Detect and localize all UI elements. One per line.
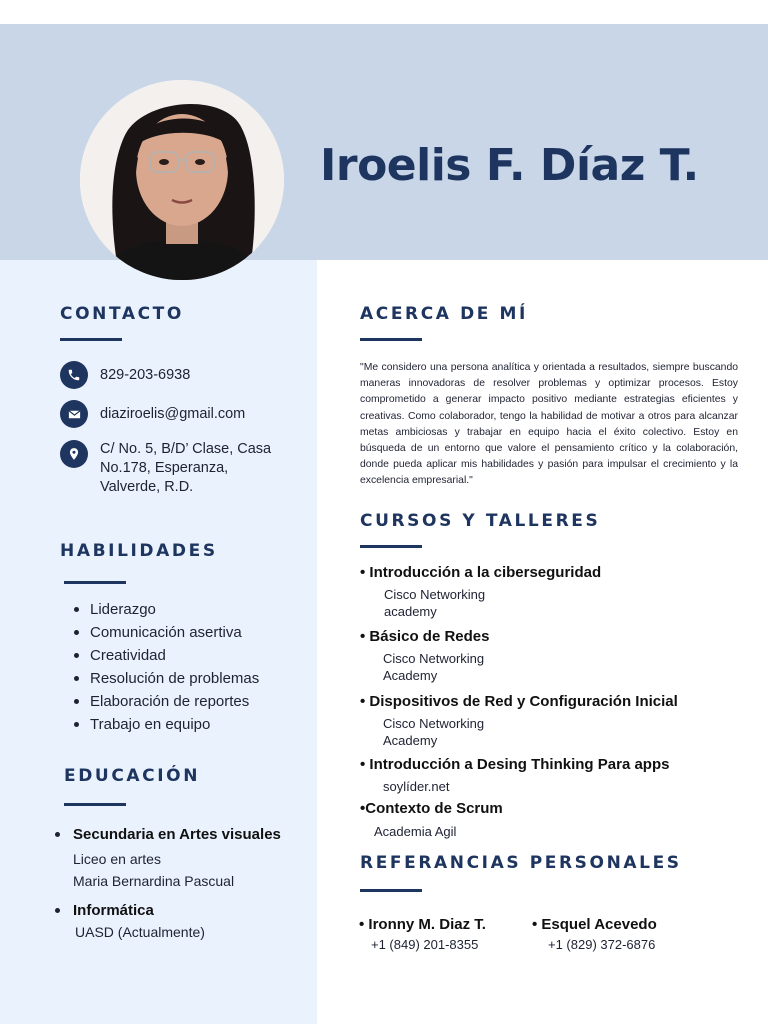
reference-name: • Ironny M. Diaz T. <box>359 916 486 933</box>
references-title-rule <box>360 889 422 892</box>
reference-item <box>532 915 657 955</box>
reference-item <box>359 915 486 955</box>
course-title: • Introducción a Desing Thinking Para apps <box>360 756 670 773</box>
courses-title-rule <box>360 545 422 548</box>
education-item <box>55 901 205 943</box>
reference-phone[interactable]: +1 (829) 372-6876 <box>548 937 656 952</box>
skills-list <box>74 598 259 736</box>
course-provider: Academy <box>383 668 438 683</box>
education-item <box>55 825 281 892</box>
skill-item: Liderazgo <box>74 598 259 621</box>
bullet <box>55 832 60 837</box>
bullet <box>55 908 60 913</box>
about-section-title: ACERCA DE MÍ <box>360 304 528 324</box>
course-title: •Contexto de Scrum <box>360 800 503 817</box>
skill-item: Comunicación asertiva <box>74 621 259 644</box>
contact-phone-row <box>60 361 280 389</box>
contact-title-rule <box>60 338 122 341</box>
reference-name: • Esquel Acevedo <box>532 916 657 933</box>
course-title: • Introducción a la ciberseguridad <box>360 564 602 581</box>
course-provider: soylíder.net <box>383 779 450 794</box>
contact-email[interactable]: diaziroelis@gmail.com <box>100 406 246 422</box>
course-provider: Academia Agil <box>374 824 457 839</box>
references-section-title: REFERANCIAS PERSONALES <box>360 853 682 873</box>
about-paragraph: "Me considero una persona analítica y orientada a resultados, siempre buscando maneras innovadoras de resolver problemas y optimizar procesos. Estoy comprometido a generar impacto positivo mediante estrategias eficientes y creativas. Como colaborador, tengo la habilidad de motivar a otros para alcanzar metas ambiciosas y trabajar en equipo hacia el éxito colectivo. Estoy en búsqueda de un entorno que valore el pensamiento crítico y la colaboración, donde pueda aplicar mis habilidades y pasión para impulsar el crecimiento y la excelencia empresarial." <box>360 362 738 487</box>
education-title: Informática <box>73 902 154 919</box>
course-item <box>360 563 750 620</box>
mail-icon <box>60 400 88 428</box>
education-detail: Liceo en artes <box>73 851 161 867</box>
contact-email-row <box>60 400 280 428</box>
course-item <box>360 692 750 749</box>
course-provider: Cisco Networking <box>384 587 486 602</box>
course-provider: academy <box>384 604 437 619</box>
skill-item: Trabajo en equipo <box>74 713 259 736</box>
about-title-rule <box>360 338 422 341</box>
courses-section-title: CURSOS Y TALLERES <box>360 511 601 531</box>
contact-phone[interactable]: 829-203-6938 <box>100 367 191 383</box>
course-item <box>360 627 750 684</box>
phone-icon <box>60 361 88 389</box>
course-provider: Cisco Networking <box>383 716 485 731</box>
course-provider: Cisco Networking <box>383 651 485 666</box>
skill-item: Elaboración de reportes <box>74 690 259 713</box>
education-detail: UASD (Actualmente) <box>75 924 205 940</box>
education-title-rule <box>64 803 126 806</box>
course-item <box>360 799 750 840</box>
skills-title-rule <box>64 581 126 584</box>
course-item <box>360 755 750 795</box>
skills-section-title: HABILIDADES <box>60 541 218 561</box>
reference-phone[interactable]: +1 (849) 201-8355 <box>371 937 479 952</box>
contact-address-row <box>60 440 280 497</box>
education-detail: Maria Bernardina Pascual <box>73 873 235 889</box>
contact-address: C/ No. 5, B/D’ Clase, Casa No.178, Esperanza, Valverde, R.D. <box>100 441 272 495</box>
skill-item: Resolución de problemas <box>74 667 259 690</box>
contact-section-title: CONTACTO <box>60 304 184 324</box>
person-name: Iroelis F. Díaz T. <box>320 140 699 191</box>
course-title: • Básico de Redes <box>360 628 490 645</box>
location-pin-icon <box>60 440 88 468</box>
course-provider: Academy <box>383 733 438 748</box>
course-title: • Dispositivos de Red y Configuración Inicial <box>360 693 678 710</box>
education-section-title: EDUCACIÓN <box>64 766 201 786</box>
profile-photo <box>80 80 284 280</box>
education-title: Secundaria en Artes visuales <box>73 826 281 843</box>
skill-item: Creatividad <box>74 644 259 667</box>
